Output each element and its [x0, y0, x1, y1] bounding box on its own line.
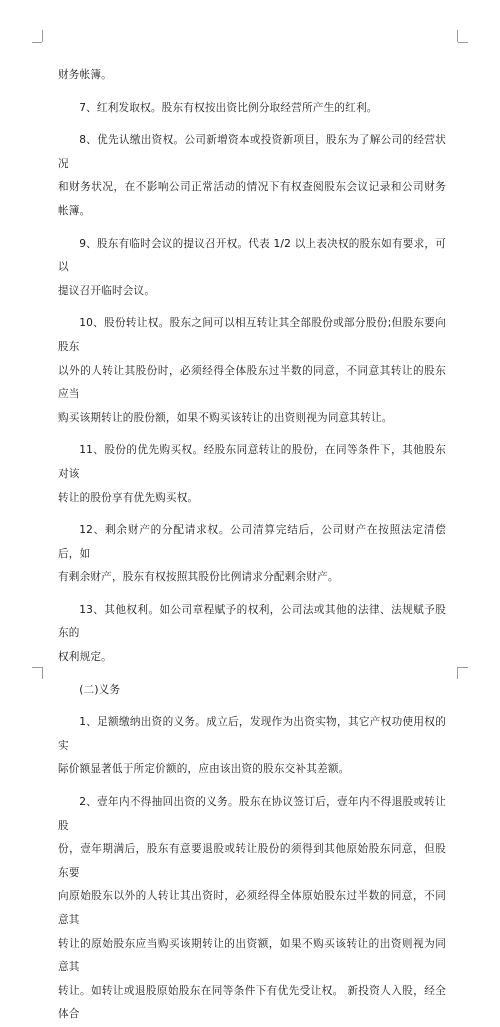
crop-mark-bottom-right: [458, 667, 468, 668]
paragraph-right-12-residual: 12、剩余财产的分配请求权。公司清算完结后，公司财产在按照法定清偿后，如 有剩余财产，股东有权按照其股份比例请求分配剩余财产。: [58, 524, 446, 584]
paragraph-duty-1-contribution: 1、足额缴纳出资的义务。成立后，发现作为出资实物，其它产权功使用权的实 际价额显著低于所定价额的，应由该出资的股东交补其差额。: [58, 716, 446, 776]
paragraph-right-8-subscription: 8、优先认缴出资权。公司新增资本或投资新项目，股东为了解公司的经营状况 和财务状况，在不影响公司正常活动的情况下有权查阅股东会议记录和公司财务帐簿。: [58, 134, 446, 217]
crop-mark-top-right: [458, 42, 468, 43]
paragraph-duty-2-withdrawal: 2、壹年内不得抽回出资的义务。股东在协议签订后，壹年内不得退股或转让股 份，壹年期满后，股东有意要退股或转让股份的须得到其他原始股东同意，但股东要 向原始股东以外的人转让其出资时，必须经得全体原始股东过半数的同意，不同意其 转让的原始股东应当购买该期转让的出资额，如果不购买该转让的出资则视为同意其 转让。如转让或退股原始股东在同等条件下有优先受让权。 新投资人入股，经全体合: [58, 796, 446, 1021]
section-heading-obligations: (二)义务: [79, 683, 121, 696]
paragraph-right-10-transfer: 10、股份转让权。股东之间可以相互转让其全部股份或部分股份;但股东要向股东 以外的人转让其股份时，必须经得全体股东过半数的同意，不同意其转让的股东应当 购买该期转让的股份额，如果不购买该转让的出资则视为同意其转让。: [58, 317, 446, 424]
crop-mark-top-right: [457, 30, 458, 42]
crop-mark-bottom-left: [32, 667, 42, 668]
document-body: [58, 64, 446, 1027]
crop-mark-bottom-left: [42, 667, 43, 679]
paragraph-right-9-meeting: 9、股东有临时会议的提议召开权。代表 1/2 以上表决权的股东如有要求，可以 提议召开临时会议。: [58, 237, 446, 297]
crop-mark-top-left: [42, 30, 43, 42]
paragraph-right-7-dividend: 7、红利发取权。股东有权按出资比例分取经营所产生的红利。: [79, 101, 378, 114]
paragraph-right-11-preemption: 11、股份的优先购买权。经股东同意转让的股份，在同等条件下，其他股东对该 转让的股份享有优先购买权。: [58, 444, 446, 504]
crop-mark-bottom-right: [457, 667, 458, 679]
paragraph-right-13-other: 13、其他权利。如公司章程赋予的权利，公司法或其他的法律、法规赋予股东的 权利规定。: [58, 603, 446, 664]
crop-mark-top-left: [32, 42, 42, 43]
paragraph-continuation: 财务帐簿。: [58, 69, 112, 81]
